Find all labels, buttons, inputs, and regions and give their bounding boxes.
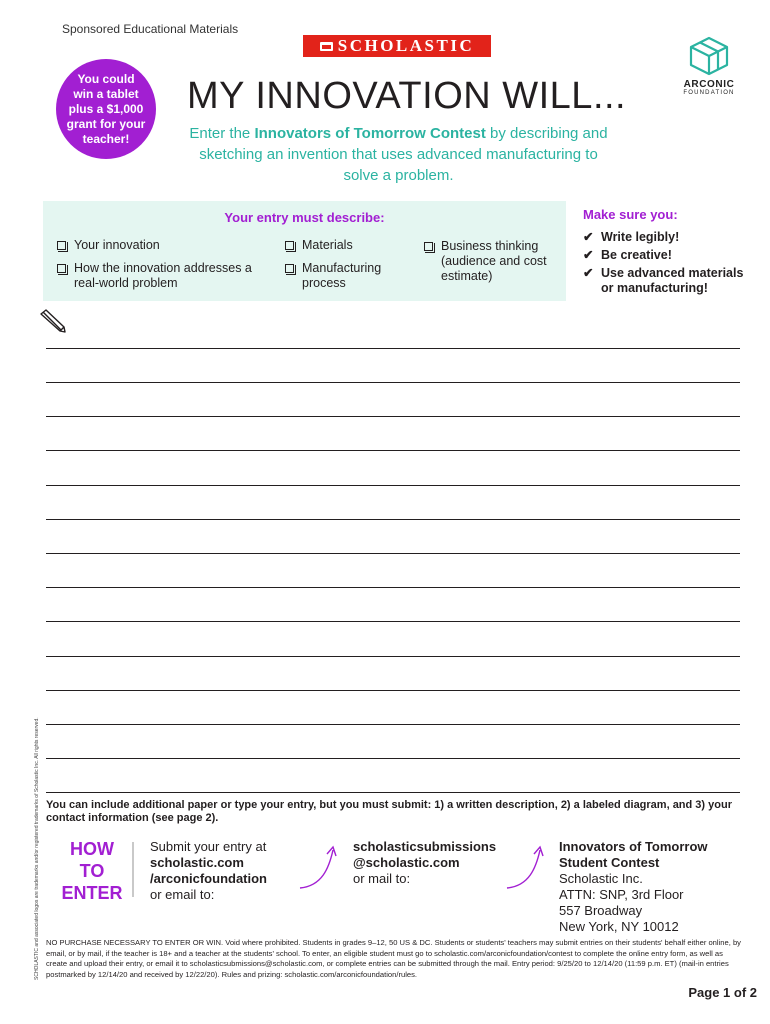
mail-address-line: New York, NY 10012: [559, 919, 679, 934]
mail-recipient: Innovators of Tomorrow: [559, 839, 708, 854]
checkbox-icon: [424, 242, 433, 251]
writing-line[interactable]: [46, 587, 740, 588]
online-suffix: or email to:: [150, 887, 215, 902]
make-sure-heading: Make sure you:: [583, 207, 678, 222]
pencil-icon: [39, 309, 67, 333]
entry-requirements-box: [43, 201, 566, 301]
writing-line[interactable]: [46, 348, 740, 349]
email-domain[interactable]: @scholastic.com: [353, 855, 460, 870]
checkbox-icon: [285, 264, 294, 273]
writing-line[interactable]: [46, 382, 740, 383]
writing-line[interactable]: [46, 553, 740, 554]
promo-badge: [56, 59, 156, 159]
requirement-label: Materials: [302, 238, 353, 252]
online-entry-column: [150, 839, 320, 903]
scholastic-logo: [303, 35, 491, 57]
promo-text: You could win a tablet plus a $1,000 grant for your teacher!: [66, 71, 146, 146]
writing-line[interactable]: [46, 690, 740, 691]
requirements-heading: Your entry must describe:: [224, 210, 385, 225]
make-sure-item: [583, 248, 758, 263]
checkbox-icon: [285, 241, 294, 250]
writing-line[interactable]: [46, 485, 740, 486]
online-prefix: Submit your entry at: [150, 839, 267, 854]
contest-name: Innovators of Tomorrow Contest: [254, 125, 486, 142]
arrow-icon: [296, 842, 340, 892]
trademark-notice: SCHOLASTIC and associated logos are trademarks and/or registered trademarks of Scholastic Inc. All rights reserved.: [34, 717, 40, 980]
writing-line[interactable]: [46, 724, 740, 725]
check-icon: ✔: [583, 266, 594, 280]
mail-address-line: 557 Broadway: [559, 903, 643, 918]
intro-prefix: Enter the: [189, 125, 255, 142]
scholastic-logo-text: SCHOLASTIC: [337, 36, 475, 55]
writing-line[interactable]: [46, 758, 740, 759]
check-icon: ✔: [583, 230, 594, 244]
requirement-label: Manufacturing process: [302, 261, 382, 290]
online-url[interactable]: scholastic.com: [150, 855, 244, 870]
make-sure-label: Be creative!: [601, 248, 672, 262]
requirement-label: How the innovation addresses a real-world problem: [74, 261, 252, 290]
make-sure-item: [583, 230, 758, 245]
email-address[interactable]: scholasticsubmissions: [353, 839, 497, 854]
email-entry-column: [353, 839, 523, 887]
arconic-name: ARCONIC: [683, 79, 735, 90]
writing-line[interactable]: [46, 416, 740, 417]
mail-recipient-line2: Student Contest: [559, 855, 660, 870]
sponsored-label: Sponsored Educational Materials: [62, 22, 239, 36]
requirement-item: [57, 238, 257, 253]
arconic-foundation-logo: [676, 36, 742, 96]
writing-line[interactable]: [46, 656, 740, 657]
additional-submission-note: You can include additional paper or type your entry, but you must submit: 1) a written description, 2) a labeled diagram, and 3) your contact information (see page 2).: [46, 799, 732, 824]
arconic-sub: FOUNDATION: [683, 90, 735, 96]
email-suffix: or mail to:: [353, 871, 411, 886]
how-to-enter-label: HOW TO ENTER: [61, 839, 123, 903]
page-number: Page 1 of 2: [688, 985, 757, 1000]
requirement-item: [57, 261, 267, 291]
requirement-label: Your innovation: [74, 238, 160, 252]
mail-address-line: Scholastic Inc.: [559, 871, 643, 886]
intro-suffix: by describing and sketching an invention that uses advanced manufacturing to solve a problem.: [199, 125, 608, 184]
make-sure-label: Use advanced materials or manufacturing!: [601, 266, 744, 295]
make-sure-item: [583, 266, 758, 296]
checkbox-icon: [57, 264, 66, 273]
page-title: MY INNOVATION WILL...: [187, 75, 627, 117]
arrow-icon: [503, 842, 547, 892]
legal-disclaimer: NO PURCHASE NECESSARY TO ENTER OR WIN. Void where prohibited. Students in grades 9–12, 50 US & DC. Students or students' teachers may submit entries on their students' behalf either online, by email, or by mail, if the teacher is 18+ and a teacher at the students' school. To enter, an eligible student must go to scholastic.com/arconicfoundation/contest to complete the online entry form, as well as create and upload their entry, or email it to scholasticsubmissions@scholastic.com, or complete entries can be submitted through the mail. Entry period: 9/25/20 to 12/14/20 (11:59 p.m. ET) (mail-in entries postmarked by 12/14/20 and received by 12/22/20). Rules and prizing: scholastic.com/arconicfoundation/rules.: [46, 938, 741, 979]
requirement-label: Business thinking (audience and cost estimate): [441, 239, 547, 283]
requirement-item: [285, 261, 405, 291]
mail-address-line: ATTN: SNP, 3rd Floor: [559, 887, 684, 902]
checkbox-icon: [57, 241, 66, 250]
writing-line[interactable]: [46, 519, 740, 520]
writing-line[interactable]: [46, 450, 740, 451]
writing-line[interactable]: [46, 792, 740, 793]
book-icon: [320, 42, 333, 51]
intro-text: [186, 123, 611, 186]
writing-line[interactable]: [46, 621, 740, 622]
mail-entry-column: [559, 839, 744, 935]
make-sure-list: [583, 207, 758, 299]
divider: [132, 842, 134, 897]
check-icon: ✔: [583, 248, 594, 262]
requirement-item: [285, 238, 405, 253]
arconic-cube-icon: [687, 36, 731, 76]
online-url-path[interactable]: /arconicfoundation: [150, 871, 267, 886]
make-sure-label: Write legibly!: [601, 230, 680, 244]
requirement-item: [424, 239, 559, 284]
